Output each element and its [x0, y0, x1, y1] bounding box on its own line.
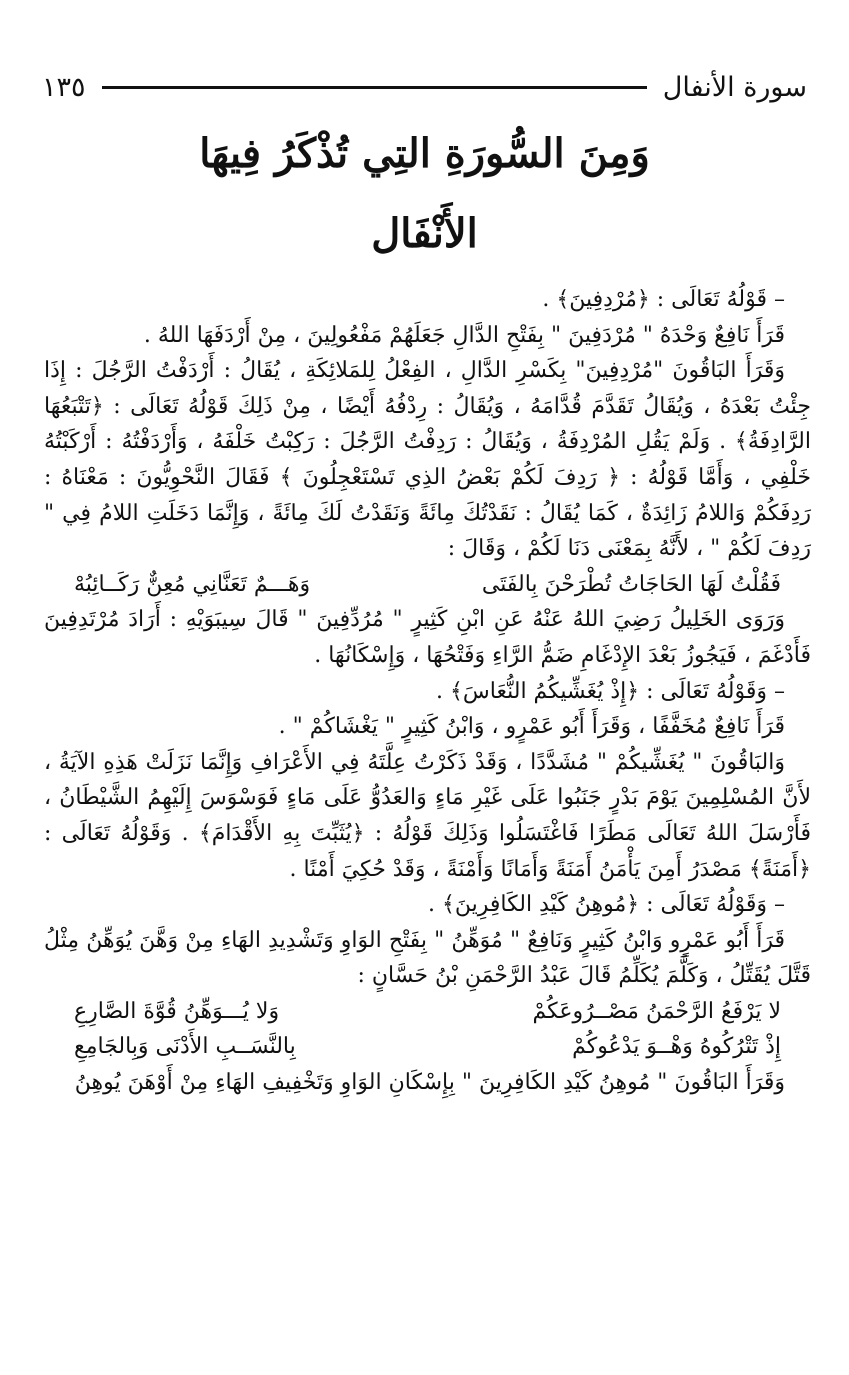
paragraph: قَرَأَ أَبُو عَمْرٍو وَابْنُ كَثِيرٍ وَنَافِعٌ " مُوَهِّنُ " بِفَتْحِ الوَاوِ وَتَشْدِيدِ الهَاءِ مِنْ وَهَّنَ يُوَهِّنُ مِثْلُ قَتَّلَ يُقَتِّلُ ، وَكَلَّمَ يُكَلِّمُ قَالَ عَبْدُ الرَّحْمَنِ بْنُ حَسَّانٍ :	[44, 927, 811, 989]
paragraph: – قَوْلُهُ تَعَالَى : ﴿مُرْدِفِينَ﴾ .	[542, 287, 785, 312]
verse-hemistich-second: بِالنَّسَــبِ الأَدْنَى وَبِالجَامِعِ	[74, 1034, 296, 1060]
page-header	[42, 62, 807, 112]
paragraph: وَقَرَأَ البَاقُونَ " مُوهِنُ كَيْدِ الكَافِرِينَ " بِإِسْكَانِ الوَاوِ وَتَخْفِيفِ الهَاءِ مِنْ أَوْهَنَ يُوهِنُ	[74, 1070, 785, 1096]
page-body	[44, 282, 811, 1101]
chapter-title-line1: وَمِنَ السُّورَةِ التِي تُذْكَرُ فِيهَا	[199, 130, 650, 177]
paragraph: وَالبَاقُونَ " يُغَشِّيكُمْ " مُشَدَّدًا ، وَقَدْ ذَكَرْتُ عِلَّتَهُ فِي الأَعْرَافِ وَإِنَّمَا نَزَلَتْ هَذِهِ الآيَةُ ، لأَنَّ المُسْلِمِينَ يَوْمَ بَدْرٍ جَنَبُوا عَلَى غَيْرِ مَاءٍ وَالعَدُوُّ عَلَى مَاءٍ فَوَسْوَسَ إِلَيْهِمُ الشَّيْطَانُ ، فَأَرْسَلَ اللهُ تَعَالَى مَطَرًا فَاغْتَسَلُوا وَذَلِكَ قَوْلُهُ : ﴿يُثَبِّتَ بِهِ الأَقْدَامَ﴾ . وَقَوْلُهُ تَعَالَى : ﴿أَمَنَةً﴾ مَصْدَرُ أَمِنَ يَأْمَنُ أَمَنَةً وَأَمَانًا وَأَمْنَةً ، وَقَدْ حُكِيَ أَمْنًا .	[44, 749, 811, 882]
verse-hemistich-first: لا يَرْفَعُ الرَّحْمَنُ مَصْــرُوعَكُمْ	[532, 998, 781, 1024]
poetry-verse	[44, 567, 811, 603]
poetry-verse	[44, 1029, 811, 1065]
verse-hemistich-first: إِذْ تَتْرُكُوهُ وَهْــوَ يَدْعُوكُمْ	[572, 1034, 781, 1060]
page-number: ١٣٥	[42, 71, 86, 103]
verse-hemistich-first: فَقُلْتُ لَهَا الحَاجَاتُ تُطْرَحْنَ بِالفَتَى	[481, 571, 781, 597]
paragraph: وَقَرَأَ البَاقُونَ "مُرْدِفِينَ" بِكَسْرِ الدَّالِ ، الفِعْلُ لِلمَلائِكَةِ ، يُقَالُ : أَرْدَفْتُ الرَّجُلَ : إِذَا جِئْتُ بَعْدَهُ ، وَيُقَالُ تَقَدَّمَ قُدَّامَهُ ، وَيُقَالُ : رِدْفُهُ أَيْضًا ، مِنْ ذَلِكَ قَوْلُهُ تَعَالَى : ﴿تَتْبَعُهَا الرَّادِفَةُ﴾ . وَلَمْ يَقُلِ المُرْدِفَةُ ، وَيُقَالُ : رَدِفْتُ الرَّجُلَ : رَكِبْتُ خَلْفَهُ ، وَأَرْدَفْتُهُ : أَرْكَبْتُهُ خَلْفِي ، وَأَمَّا قَوْلُهُ : ﴿ رَدِفَ لَكُمْ بَعْضُ الذِي تَسْتَعْجِلُونَ ﴾ فَقَالَ النَّحْوِيُّونَ : مَعْنَاهُ : رَدِفَكُمْ وَاللامُ زَائِدَةٌ ، كَمَا يُقَالُ : نَقَدْتُكَ مِائَةً وَنَقَدْتُ لَكَ مِائَةً ، وَإِنَّمَا دَخَلَتِ اللامُ فِي " رَدِفَ لَكُمْ " ، لأَنَّهُ بِمَعْنَى دَنَا لَكُمْ ، وَقَالَ :	[44, 358, 811, 562]
verse-hemistich-second: وَلا يُـــوَهِّنُ قُوَّةَ الصَّارِعِ	[74, 998, 280, 1024]
paragraph: قَرَأَ نَافِعٌ وَحْدَهُ " مُرْدَفِينَ " بِفَتْحِ الدَّالِ جَعَلَهُمْ مَفْعُولِينَ ، مِنْ أَرْدَفَهَا اللهُ .	[143, 322, 785, 348]
paragraph: وَرَوَى الخَلِيلُ رَضِيَ اللهُ عَنْهُ عَنِ ابْنِ كَثِيرٍ " مُرُدِّفِينَ " قَالَ سِيبَوَيْهِ : أَرَادَ مُرْتَدِفِينَ فَأَدْغَمَ ، فَيَجُوزُ بَعْدَ الإِدْغَامِ ضَمُّ الرَّاءِ وَفَتْحُهَا ، وَإِسْكَانُهَا .	[44, 607, 811, 668]
header-rule	[102, 86, 647, 89]
poetry-verse	[44, 994, 811, 1030]
paragraph: قَرَأَ نَافِعٌ مُخَفَّفًا ، وَقَرَأَ أَبُو عَمْرٍو ، وَابْنُ كَثِيرٍ " يَغْشَاكُمْ " .	[278, 714, 785, 740]
paragraph: – وَقَوْلُهُ تَعَالَى : ﴿مُوهِنُ كَيْدِ الكَافِرِينَ﴾ .	[428, 892, 785, 918]
paragraph: – وَقَوْلُهُ تَعَالَى : ﴿إِذْ يُغَشِّيكُمُ النُّعَاسَ﴾ .	[436, 678, 785, 704]
verse-hemistich-second: وَهَـــمٌ تَعَنَّانِي مُعِنٌّ رَكَــائِبُهْ	[74, 571, 311, 597]
surah-name: سورة الأنفال	[662, 71, 807, 103]
chapter-title-line2: الأَنْفَال	[371, 210, 478, 257]
